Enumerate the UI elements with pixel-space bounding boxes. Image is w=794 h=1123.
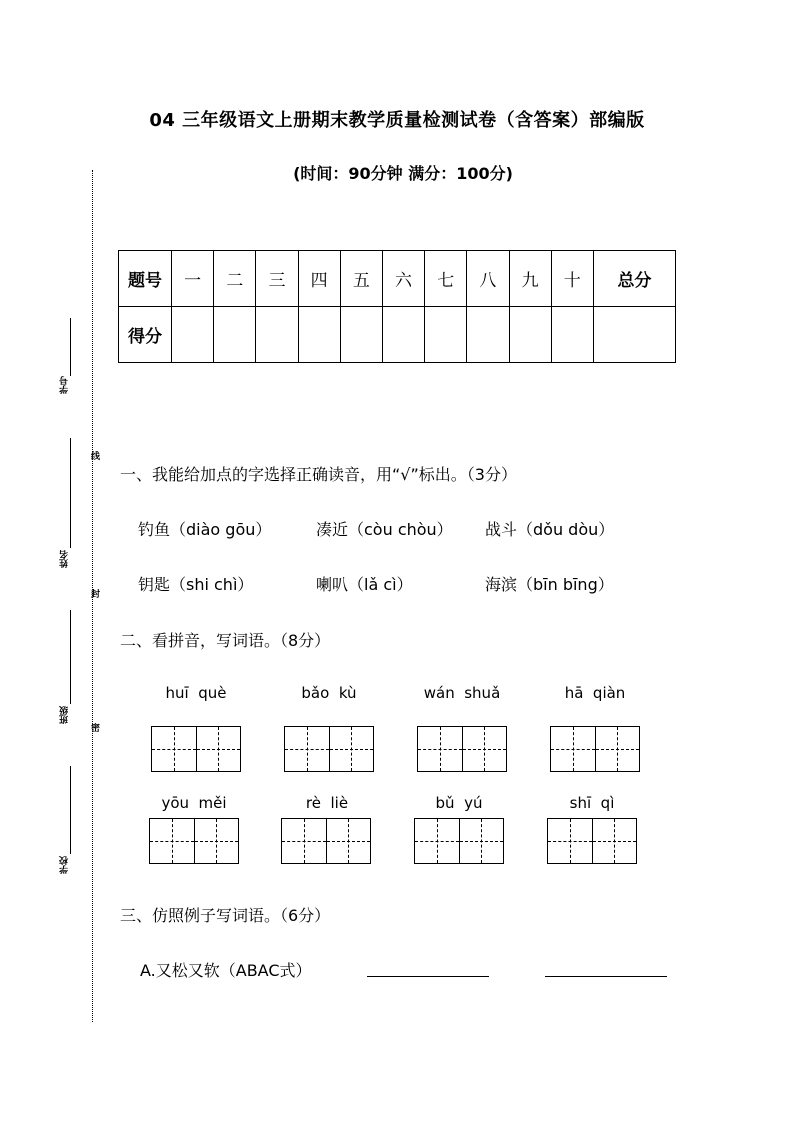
score-table <box>118 250 676 363</box>
pinyin-label: bǎo kù <box>301 684 357 702</box>
writing-grid[interactable] <box>414 818 504 864</box>
pinyin-label: huī què <box>165 684 227 702</box>
document-title: 04 三年级语文上册期末教学质量检测试卷（含答案）部编版 <box>149 110 645 131</box>
table-header-cell: 二 <box>214 251 256 307</box>
answer-blank[interactable] <box>545 976 667 977</box>
pronunciation-item[interactable]: 喇叭（lǎ cì） <box>316 575 413 594</box>
question-3-heading: 三、仿照例子写词语。（6分） <box>120 906 331 925</box>
score-input-cell[interactable] <box>172 307 214 363</box>
table-header-cell: 总分 <box>593 251 675 307</box>
seal-secret-char: 密 <box>89 723 99 732</box>
class-label: 班级 <box>60 706 70 724</box>
score-input-cell[interactable] <box>425 307 467 363</box>
student-no-line <box>70 318 71 376</box>
pronunciation-item[interactable]: 钥匙（shi chì） <box>138 575 254 594</box>
student-no-label: 学号 <box>60 376 70 394</box>
score-input-cell[interactable] <box>340 307 382 363</box>
table-header-cell: 八 <box>467 251 509 307</box>
writing-grid[interactable] <box>417 726 507 772</box>
score-input-cell[interactable] <box>467 307 509 363</box>
seal-line-char: 线 <box>89 451 99 460</box>
school-label: 学校 <box>60 856 70 874</box>
writing-grid[interactable] <box>151 726 241 772</box>
pinyin-label: bǔ yú <box>435 794 483 812</box>
pronunciation-item[interactable]: 钓鱼（diào gōu） <box>138 520 272 539</box>
seal-seal-char: 封 <box>89 589 99 598</box>
score-row-label: 得分 <box>119 307 172 363</box>
pronunciation-item[interactable]: 海滨（bīn bīng） <box>485 575 614 594</box>
score-input-cell[interactable] <box>509 307 551 363</box>
name-label: 姓名 <box>60 550 70 568</box>
table-header-cell: 七 <box>425 251 467 307</box>
table-header-cell: 一 <box>172 251 214 307</box>
writing-grid[interactable] <box>281 818 371 864</box>
question-1-heading: 一、我能给加点的字选择正确读音，用“√”标出。（3分） <box>120 465 517 484</box>
pronunciation-item[interactable]: 凑近（còu chòu） <box>316 520 453 539</box>
exam-time-score: (时间：90分钟 满分：100分) <box>293 164 513 183</box>
answer-blank[interactable] <box>367 976 489 977</box>
score-input-cell[interactable] <box>256 307 298 363</box>
pinyin-label: wán shuǎ <box>423 684 501 702</box>
score-input-cell[interactable] <box>551 307 593 363</box>
table-header-cell: 三 <box>256 251 298 307</box>
example-prompt: A.又松又软（ABAC式） <box>140 961 312 980</box>
pinyin-label: rè liè <box>305 794 349 812</box>
pinyin-label: yōu měi <box>161 794 227 812</box>
writing-grid[interactable] <box>550 726 640 772</box>
table-header-cell: 十 <box>551 251 593 307</box>
school-line <box>70 766 71 854</box>
name-line <box>70 438 71 548</box>
pinyin-label: hā qiàn <box>564 684 626 702</box>
table-header-cell: 九 <box>509 251 551 307</box>
table-header-cell: 六 <box>382 251 424 307</box>
question-2-heading: 二、看拼音，写词语。（8分） <box>120 631 331 650</box>
writing-grid[interactable] <box>547 818 637 864</box>
table-header-cell: 四 <box>298 251 340 307</box>
score-input-cell[interactable] <box>298 307 340 363</box>
table-header-cell: 五 <box>340 251 382 307</box>
pinyin-label: shī qì <box>569 794 615 812</box>
writing-grid[interactable] <box>284 726 374 772</box>
score-table-score-row <box>119 307 676 363</box>
writing-grid[interactable] <box>149 818 239 864</box>
pronunciation-item[interactable]: 战斗（dǒu dòu） <box>485 520 615 539</box>
table-header-cell: 题号 <box>119 251 172 307</box>
score-input-cell[interactable] <box>382 307 424 363</box>
score-table-header-row <box>119 251 676 307</box>
score-input-cell[interactable] <box>214 307 256 363</box>
class-line <box>70 610 71 704</box>
score-input-cell[interactable] <box>593 307 675 363</box>
